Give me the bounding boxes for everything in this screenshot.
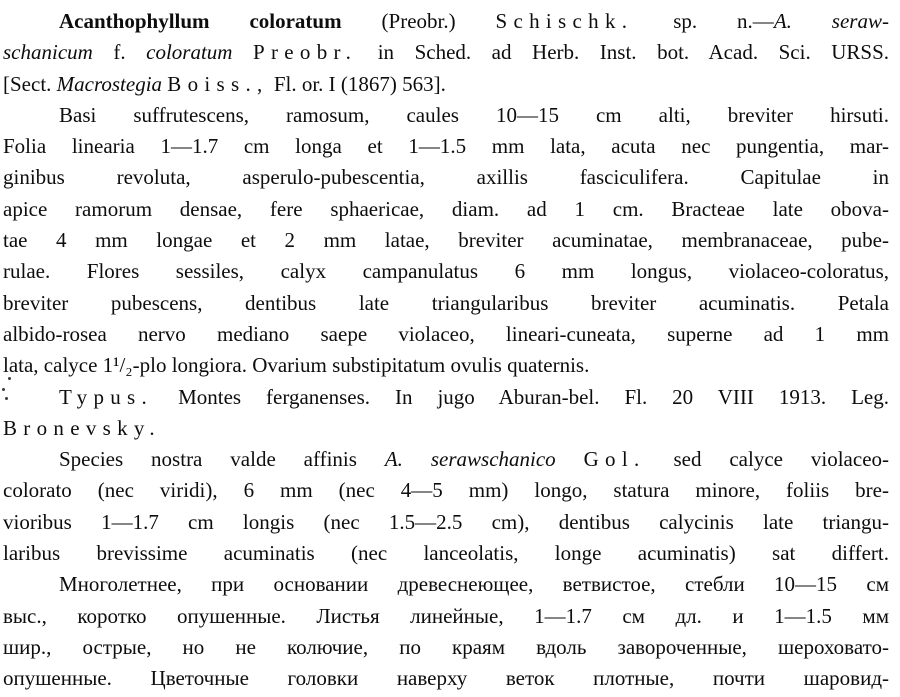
text-segment-normal: sp. n.—: [633, 9, 774, 33]
text-segment-normal: tae 4 mm longae et 2 mm latae, breviter acuminatae, membranaceae, pube-: [3, 228, 889, 253]
text-segment-normal: [Sect.: [3, 71, 57, 96]
text-segment-normal: f.: [92, 40, 147, 65]
text-segment-normal: Basi suffrutescens, ramosum, caules 10—15 cm alti, breviter hirsuti.: [59, 102, 889, 127]
text-line: [3, 382, 889, 413]
text-segment-normal: опушенные. Цветочные головки наверху веток плотные, почти шаровид-: [3, 666, 889, 691]
text-line: [3, 288, 889, 319]
text-line: [3, 256, 889, 287]
text-line: [3, 350, 889, 381]
text-segment-normal: выс., коротко опушенные. Листья линейные, 1—1.7 см дл. и 1—1.5 мм: [3, 603, 889, 628]
text-segment-normal: Многолетнее, при основании древеснеющее, ветвистое, стебли 10—15 см: [59, 572, 889, 597]
text-segment-spaced: Schischk.: [495, 9, 634, 33]
text-segment-normal: sed calyce violaceo-: [645, 447, 890, 472]
text-line: [3, 601, 889, 632]
text-segment-spaced: Bronevsky.: [3, 415, 161, 440]
text-segment-bold: Acanthophyllum coloratum: [59, 9, 342, 33]
text-line: [3, 444, 889, 475]
text-line: [3, 475, 889, 506]
paragraph-affinity-note: [3, 444, 889, 569]
text-line: [3, 507, 889, 538]
text-line: [3, 131, 889, 162]
text-line: [3, 413, 889, 444]
document-text: [3, 6, 889, 695]
text-segment-normal: Folia linearia 1—1.7 cm longa et 1—1.5 mm lata, acuta nec pungentia, mar-: [3, 134, 889, 159]
text-line: [3, 225, 889, 256]
text-line: [3, 569, 889, 600]
text-segment-normal: laribus brevissime acuminatis (nec lanceolatis, longe acuminatis) sat differt.: [3, 541, 889, 566]
paragraph-russian-description: [3, 569, 889, 694]
text-segment-italic: A. seraw-: [773, 9, 889, 33]
text-line: [3, 6, 889, 37]
text-segment-normal: in Sched. ad Herb. Inst. bot. Acad. Sci. URSS.: [357, 40, 889, 65]
paragraph-heading-synonymy: [3, 6, 889, 100]
text-segment-normal: [556, 447, 584, 471]
text-segment-normal: ginibus revoluta, asperulo-pubescentia, axillis fasciculifera. Capitulae in: [3, 165, 889, 190]
text-line: [3, 538, 889, 569]
scan-artifact-dot: [8, 377, 11, 380]
text-segment-normal: Montes ferganenses. In jugo Aburan-bel. Fl. 20 VIII 1913. Leg.: [153, 384, 889, 409]
text-segment-spaced: Boiss.,: [167, 71, 269, 96]
text-segment-normal: (Preobr.): [341, 9, 496, 33]
text-line: [3, 319, 889, 350]
text-line: [3, 663, 889, 694]
text-segment-normal: colorato (nec viridi), 6 mm (nec 4—5 mm) longo, statura minore, foliis bre-: [3, 478, 889, 503]
text-line: [3, 194, 889, 225]
scan-artifact-dot: [2, 388, 5, 391]
text-line: [3, 162, 889, 193]
text-segment-normal: Species nostra valde affinis: [59, 447, 385, 472]
text-segment-normal: vioribus 1—1.7 cm longis (nec 1.5—2.5 cm), dentibus calycinis late triangu-: [3, 509, 889, 534]
text-segment-spaced: Preobr.: [253, 40, 358, 65]
text-segment-spaced: Typus.: [59, 384, 154, 409]
text-segment-italic: A. serawschanico: [384, 447, 556, 472]
text-segment-italic: Macrostegia: [56, 71, 163, 96]
text-segment-normal: [232, 40, 253, 64]
text-line: [3, 100, 889, 131]
text-line: [3, 69, 889, 100]
text-line: [3, 37, 889, 68]
text-segment-spaced: Gol.: [583, 447, 646, 472]
text-segment-normal: lata, calyce 1¹/₂-plo longiora. Ovarium substipitatum ovulis quaternis.: [3, 353, 590, 378]
paragraph-typus: [3, 382, 889, 445]
text-segment-normal: breviter pubescens, dentibus late triangularibus breviter acuminatis. Petala: [3, 290, 889, 315]
text-line: [3, 632, 889, 663]
text-segment-italic: coloratum: [146, 40, 233, 65]
text-segment-italic: schanicum: [3, 40, 93, 65]
text-segment-normal: Fl. or. I (1867) 563].: [268, 71, 446, 96]
text-segment-normal: albido-rosea nervo mediano saepe violaceo, lineari-cuneata, superne ad 1 mm: [3, 321, 889, 346]
text-segment-normal: apice ramorum densae, fere sphaericae, diam. ad 1 cm. Bracteae late obova-: [3, 196, 889, 221]
scan-artifact-dot: [5, 397, 8, 400]
text-segment-normal: rulae. Flores sessiles, calyx campanulatus 6 mm longus, violaceo-coloratus,: [3, 259, 889, 284]
text-segment-normal: шир., острые, но не колючие, по краям вдоль завороченные, шероховато-: [3, 634, 889, 659]
paragraph-latin-description: [3, 100, 889, 382]
